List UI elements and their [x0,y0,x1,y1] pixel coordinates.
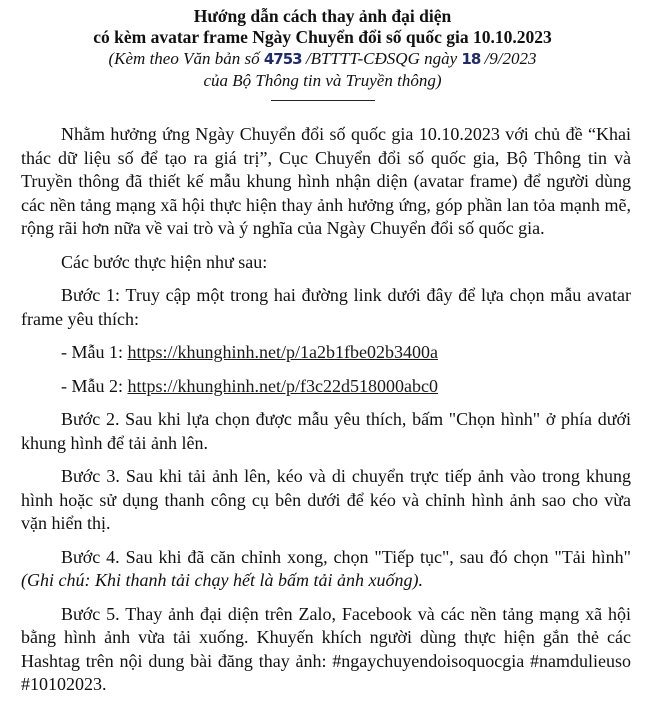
handwritten-day: 18 [461,50,481,68]
reference-middle: /BTTTT-CĐSQG ngày [301,49,462,68]
title-line-2: có kèm avatar frame Ngày Chuyển đổi số quốc gia 10.10.2023 [93,27,552,47]
step-3: Bước 3. Sau khi tải ảnh lên, kéo và di chuyển trực tiếp ảnh vào trong khung hình hoặc sử dụng thanh công cụ bên dưới để kéo và chỉnh hình ảnh sao cho vừa vặn hiển thị. [21,466,631,533]
step-5: Bước 5. Thay ảnh đại diện trên Zalo, Facebook và các nền tảng mạng xã hội bằng hình ảnh vừa tải xuống. Khuyến khích người dùng thực hiện gắn thẻ các Hashtag trên nội dung bài đăng thay ảnh: #ngaychuyendoisoquocgia #namdulieuso #10102023. [21,603,631,694]
step-4-main: Bước 4. Sau khi đã căn chỉnh xong, chọn "Tiếp tục", sau đó chọn "Tải hình" [61,546,631,567]
reference-line [0,48,645,70]
title-line-1: Hướng dẫn cách thay ảnh đại diện [193,6,452,26]
reference-prefix: (Kèm theo Văn bản số [108,49,264,68]
sample-2-link[interactable]: https://khunghinh.net/p/f3c22d518000abc0 [127,375,438,396]
issuer-line: của Bộ Thông tin và Truyền thông) [203,71,442,90]
step-4-note: (Ghi chú: Khi thanh tải chạy hết là bấm tải ảnh xuống). [21,570,423,590]
steps-intro: Các bước thực hiện như sau: [61,251,268,272]
reference-suffix: /9/2023 [480,49,537,68]
intro-paragraph: Nhằm hưởng ứng Ngày Chuyển đổi số quốc gia 10.10.2023 với chủ đề “Khai thác dữ liệu số để tạo ra giá trị”, Cục Chuyển đổi số quốc gia, Bộ Thông tin và Truyền thông đã thiết kế mẫu khung hình nhận diện (avatar frame) để người dùng các nền tảng mạng xã hội thực hiện thay ảnh hưởng ứng, góp phần lan tỏa mạnh mẽ, rộng rãi hơn nữa về vai trò và ý nghĩa của Ngày Chuyển đổi số quốc gia. [21,124,631,238]
sample-1-label: - Mẫu 1: [61,342,128,362]
step-2: Bước 2. Sau khi lựa chọn được mẫu yêu thích, bấm "Chọn hình" ở phía dưới khung hình để tải ảnh lên. [21,409,631,453]
sample-2 [21,375,631,399]
document-header [0,6,645,101]
sample-2-label: - Mẫu 2: [61,375,128,396]
sample-1-link[interactable]: https://khunghinh.net/p/1a2b1fbe02b3400a [127,342,438,362]
step-1: Bước 1: Truy cập một trong hai đường link dưới đây để lựa chọn mẫu avatar frame yêu thích: [21,285,631,329]
document-body [21,123,631,707]
sample-1 [21,341,631,365]
step-4 [21,546,631,593]
handwritten-document-number: 4753 [263,50,302,68]
header-divider [271,100,375,101]
